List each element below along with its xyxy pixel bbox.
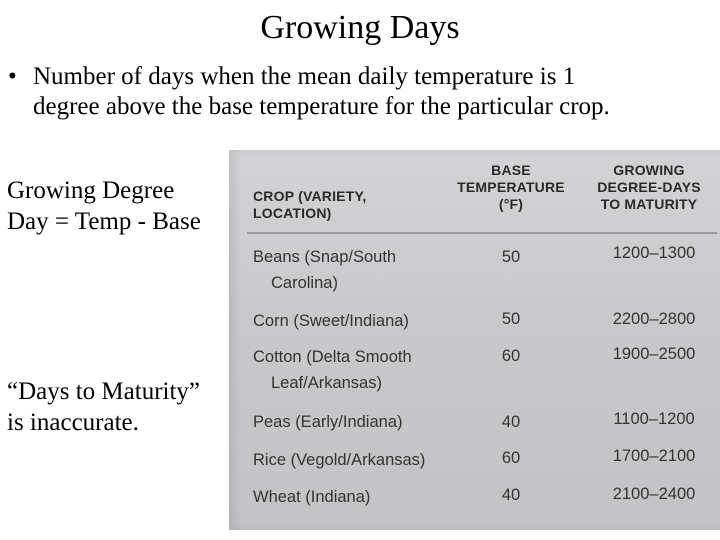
header-gdd-line: DEGREE-DAYS bbox=[597, 179, 701, 195]
header-base-line: (°F) bbox=[498, 196, 524, 212]
slide-title: Growing Days bbox=[260, 9, 460, 46]
maturity-note bbox=[7, 376, 200, 438]
table-row-gdd: 1700–2100 bbox=[612, 447, 696, 465]
table-row-gdd: 2100–2400 bbox=[612, 485, 696, 503]
header-base-line: TEMPERATURE bbox=[457, 179, 565, 195]
crop-name: Wheat (Indiana) bbox=[253, 488, 371, 506]
crop-name: Peas (Early/Indiana) bbox=[253, 413, 403, 431]
header-growing-degree-days bbox=[584, 162, 714, 213]
header-gdd-line: GROWING bbox=[613, 162, 685, 178]
table-row-base: 60 bbox=[501, 449, 521, 467]
definition-bullet bbox=[8, 62, 713, 122]
bullet-line-2: degree above the base temperature for the particular crop. bbox=[33, 93, 610, 120]
maturity-note-line-1: “Days to Maturity” bbox=[7, 378, 201, 405]
table-row-gdd: 1100–1200 bbox=[613, 410, 695, 428]
crop-name: Rice (Vegold/Arkansas) bbox=[253, 451, 426, 469]
bullet-line-1: Number of days when the mean daily temperature is 1 bbox=[33, 63, 576, 90]
table-row-gdd: 2200–2800 bbox=[612, 310, 696, 328]
header-crop bbox=[253, 188, 367, 222]
header-crop-line: CROP (VARIETY, bbox=[253, 188, 367, 204]
table-row-base: 40 bbox=[501, 486, 521, 504]
gdd-formula-line-1: Growing Degree bbox=[7, 177, 175, 204]
table-row-crop bbox=[253, 409, 403, 435]
crop-name-cont: Carolina) bbox=[271, 274, 338, 292]
header-crop-line: LOCATION) bbox=[253, 205, 332, 221]
crop-name: Cotton (Delta Smooth bbox=[253, 348, 412, 366]
table-row-crop bbox=[253, 447, 425, 473]
header-base-temperature bbox=[451, 162, 571, 213]
header-divider bbox=[247, 232, 717, 234]
maturity-note-line-2: is inaccurate. bbox=[7, 409, 139, 436]
crop-name: Beans (Snap/South bbox=[253, 248, 397, 266]
table-row-gdd: 1900–2500 bbox=[612, 345, 696, 363]
table-row-base: 50 bbox=[501, 248, 521, 266]
table-row-base: 50 bbox=[501, 310, 521, 328]
header-gdd-line: TO MATURITY bbox=[600, 196, 698, 212]
growing-degree-days-table bbox=[229, 150, 720, 530]
table-row-base: 40 bbox=[501, 413, 521, 431]
table-row-crop bbox=[253, 344, 412, 396]
bullet-icon: • bbox=[8, 63, 17, 90]
crop-name-cont: Leaf/Arkansas) bbox=[271, 374, 382, 392]
header-base-line: BASE bbox=[491, 162, 531, 178]
table-row-crop bbox=[253, 484, 370, 510]
gdd-formula-line-2: Day = Temp - Base bbox=[7, 208, 201, 235]
gdd-formula bbox=[7, 175, 201, 237]
table-row-base: 60 bbox=[501, 347, 521, 365]
table-row-gdd: 1200–1300 bbox=[612, 244, 696, 262]
table-row-crop bbox=[253, 308, 409, 334]
crop-name: Corn (Sweet/Indiana) bbox=[253, 312, 409, 330]
table-row-crop bbox=[253, 244, 396, 296]
